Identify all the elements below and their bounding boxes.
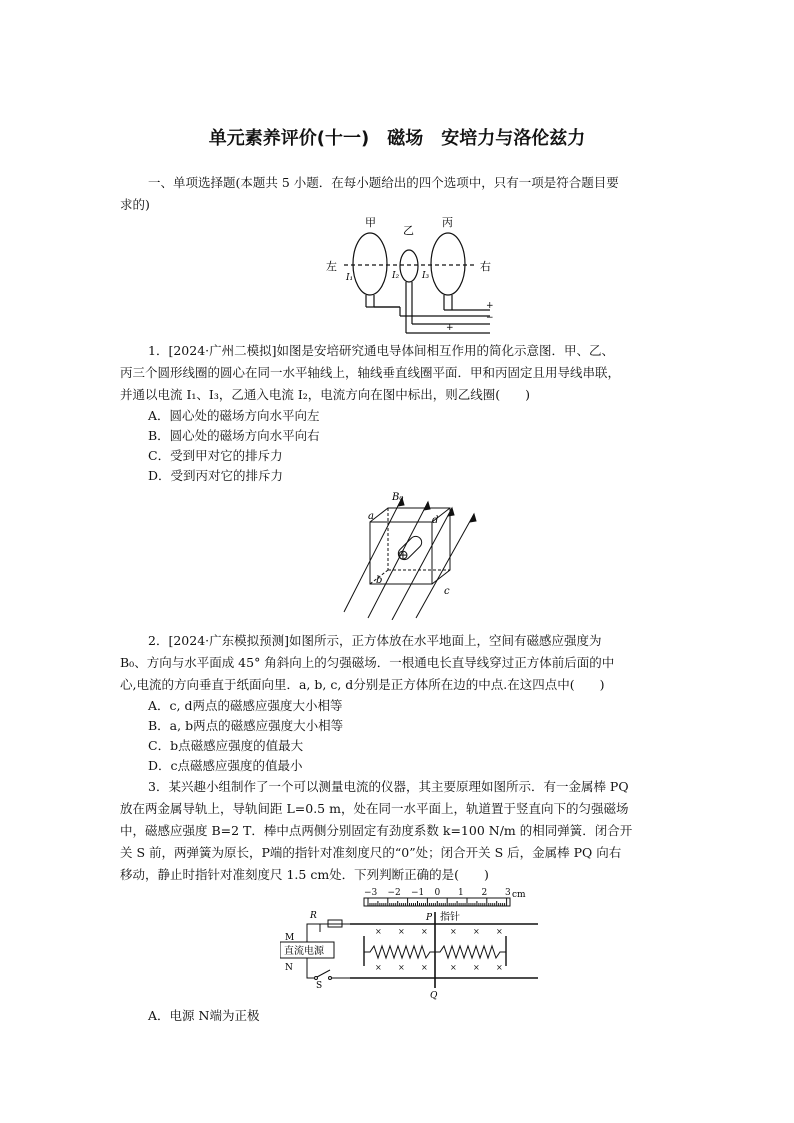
field-cross: × <box>473 927 480 936</box>
ruler-tick-label: 3 <box>505 888 511 898</box>
q3-line2: 放在两金属导轨上，导轨间距 L=0.5 m，处在同一水平面上，轨道置于竖直向下的匀强磁场 <box>120 801 629 816</box>
q2-option-b: B．a, b两点的磁感应强度大小相等 <box>148 718 344 733</box>
cube-figure <box>340 490 500 620</box>
coils-figure <box>320 212 500 337</box>
q3-line1: 3．某兴趣小组制作了一个可以测量电流的仪器，其主要原理如图所示．有一金属棒 PQ <box>148 779 629 794</box>
q1-option-d: D．受到丙对它的排斥力 <box>148 468 284 483</box>
field-cross: × <box>398 963 405 972</box>
label-I1: I₁ <box>346 273 354 283</box>
label-yi: 乙 <box>403 224 414 237</box>
section-heading-line1: 一、单项选择题(本题共 5 小题．在每小题给出的四个选项中，只有一项是符合题目要 <box>148 175 619 190</box>
label-right: 右 <box>480 260 491 273</box>
q1-line1: 1．[2024·广州二模拟]如图是安培研究通电导体间相互作用的简化示意图．甲、乙、 <box>148 343 614 358</box>
q1-option-a: A．圆心处的磁场方向水平向左 <box>148 408 320 423</box>
coil-bing <box>431 233 465 295</box>
label-source: 直流电源 <box>284 946 324 957</box>
field-cross: × <box>496 963 503 972</box>
label-plus2: + <box>446 323 454 333</box>
q3-option-a: A．电源 N端为正极 <box>148 1008 260 1023</box>
ruler-tick-label: −2 <box>387 888 401 898</box>
coil-jia <box>353 233 387 295</box>
rail-figure <box>280 884 540 1000</box>
label-b: b <box>376 575 383 586</box>
q3-line5: 移动，静止时指针对准刻度尺 1.5 cm处．下列判断正确的是( ) <box>120 867 489 882</box>
label-I3: I₃ <box>422 271 430 281</box>
label-Q: Q <box>430 991 438 1000</box>
ruler-tick-label: 2 <box>481 888 488 898</box>
ruler-tick-label: 1 <box>458 888 464 898</box>
label-pointer: 指针 <box>440 912 460 923</box>
field-cross: × <box>496 927 503 936</box>
spring-right <box>435 946 506 958</box>
q3-line3: 中，磁感应强度 B=2 T．棒中点两侧分别固定有劲度系数 k=100 N/m 的相同弹簧．闭合开 <box>120 823 633 838</box>
q1-line3: 并通以电流 I₁、I₃，乙通入电流 I₂，电流方向在图中标出，则乙线圈( ) <box>120 387 531 402</box>
label-M: M <box>285 933 295 943</box>
page-title: 单元素养评价(十一) 磁场 安培力与洛伦兹力 <box>208 128 586 149</box>
label-plus1: + <box>486 301 494 311</box>
q2-option-a: A．c, d两点的磁感应强度大小相等 <box>148 698 343 713</box>
q1-line2: 丙三个圆形线圈的圆心在同一水平轴线上，轴线垂直线圈平面．甲和丙固定且用导线串联， <box>120 365 621 380</box>
q2-line2: B₀、方向与水平面成 45° 角斜向上的匀强磁场．一根通电长直导线穿过正方体前后面的中 <box>120 655 615 670</box>
field-cross: × <box>421 963 428 972</box>
ruler-tick-label: 0 <box>434 888 441 898</box>
q1-option-b: B．圆心处的磁场方向水平向右 <box>148 428 320 443</box>
label-c: c <box>444 586 450 597</box>
field-cross: × <box>375 927 382 936</box>
field-cross: × <box>473 963 480 972</box>
label-bing: 丙 <box>442 216 453 229</box>
q3-line4: 关 S 前，两弹簧为原长，P端的指针对准刻度尺的“0”处；闭合开关 S 后，金属棒 PQ 向右 <box>120 845 622 860</box>
ruler-tick-label: −3 <box>364 888 378 898</box>
field-cross: × <box>450 927 457 936</box>
label-B0: B₀ <box>392 492 404 503</box>
switch-s <box>317 970 330 977</box>
label-left: 左 <box>326 260 337 273</box>
label-N: N <box>285 963 293 973</box>
field-cross: × <box>421 927 428 936</box>
label-d: d <box>432 515 439 526</box>
q2-line3: 心,电流的方向垂直于纸面向里．a, b, c, d分别是正方体所在边的中点.在这四点中( ) <box>120 677 605 692</box>
label-jia: 甲 <box>365 216 376 229</box>
label-S: S <box>316 981 323 991</box>
coil-yi <box>400 250 418 282</box>
q2-option-d: D．c点磁感应强度的值最小 <box>148 758 303 773</box>
field-cross: × <box>375 963 382 972</box>
q2-option-c: C．b点磁感应强度的值最大 <box>148 738 304 753</box>
q1-option-c: C．受到甲对它的排斥力 <box>148 448 283 463</box>
label-a: a <box>368 511 374 522</box>
label-cm: cm <box>512 890 526 900</box>
label-I2: I₂ <box>392 271 400 281</box>
section-heading-line2: 求的) <box>120 197 150 212</box>
label-P: P <box>426 913 433 923</box>
q2-line1: 2．[2024·广东模拟预测]如图所示，正方体放在水平地面上，空间有磁感应强度为 <box>148 633 602 648</box>
ruler-tick-label: −1 <box>411 888 425 898</box>
label-R: R <box>310 911 317 921</box>
field-cross: × <box>398 927 405 936</box>
field-cross: × <box>450 963 457 972</box>
label-minus1: − <box>486 313 494 323</box>
spring-left <box>364 946 435 958</box>
